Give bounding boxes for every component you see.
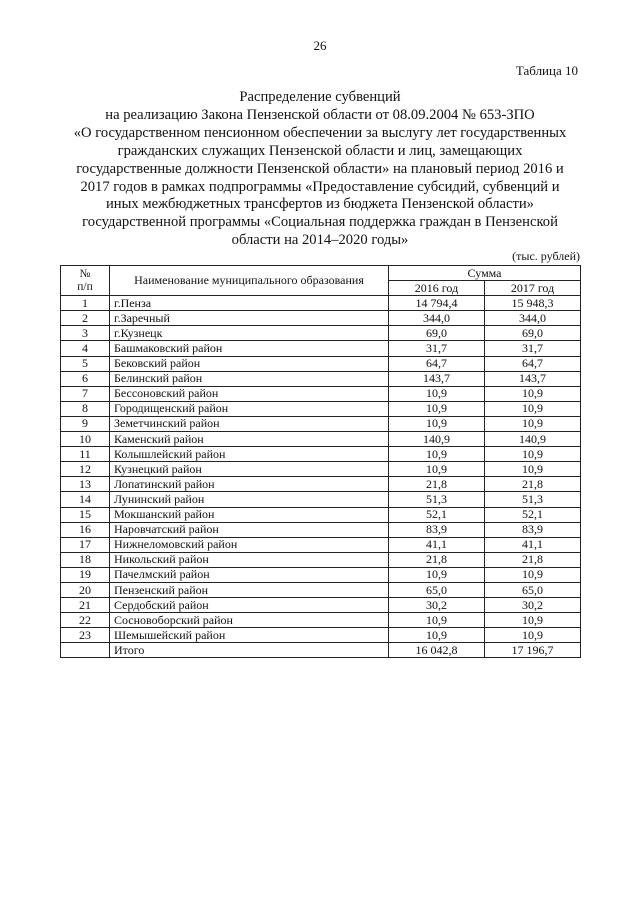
header-year-2016: 2016 год <box>389 281 485 296</box>
row-name: Лунинский район <box>110 492 389 507</box>
row-value-2016: 21,8 <box>389 477 485 492</box>
row-number: 9 <box>61 416 110 431</box>
table-row <box>61 311 581 326</box>
row-name: Белинский район <box>110 371 389 386</box>
row-number: 7 <box>61 386 110 401</box>
row-value-2017: 41,1 <box>485 537 581 552</box>
row-value-2017: 140,9 <box>485 432 581 447</box>
row-name: Пачелмский район <box>110 567 389 582</box>
row-name: г.Пенза <box>110 296 389 311</box>
row-value-2016: 10,9 <box>389 567 485 582</box>
row-name: Земетчинский район <box>110 416 389 431</box>
row-number: 22 <box>61 613 110 628</box>
row-name: Пензенский район <box>110 582 389 597</box>
row-value-2016: 65,0 <box>389 582 485 597</box>
row-name: Лопатинский район <box>110 477 389 492</box>
row-value-2017: 17 196,7 <box>485 643 581 658</box>
row-value-2016: 10,9 <box>389 628 485 643</box>
row-value-2016: 344,0 <box>389 311 485 326</box>
row-number <box>61 643 110 658</box>
row-name: Бессоновский район <box>110 386 389 401</box>
table-row <box>61 628 581 643</box>
row-number: 8 <box>61 401 110 416</box>
row-value-2017: 344,0 <box>485 311 581 326</box>
heading-line: «О государственном пенсионном обеспечении за выслугу лет государственных <box>73 124 567 141</box>
row-value-2017: 10,9 <box>485 462 581 477</box>
row-number: 17 <box>61 537 110 552</box>
row-value-2016: 64,7 <box>389 356 485 371</box>
table-row <box>61 326 581 341</box>
row-name: Сердобский район <box>110 598 389 613</box>
heading-line: государственные должности Пензенской области» на плановый период 2016 и <box>76 160 564 177</box>
row-number: 14 <box>61 492 110 507</box>
row-value-2016: 69,0 <box>389 326 485 341</box>
table-header-row <box>61 266 581 281</box>
row-name: Мокшанский район <box>110 507 389 522</box>
row-value-2017: 30,2 <box>485 598 581 613</box>
row-name: Сосновоборский район <box>110 613 389 628</box>
units-label: (тыс. рублей) <box>512 249 580 263</box>
row-value-2016: 14 794,4 <box>389 296 485 311</box>
row-name: Шемышейский район <box>110 628 389 643</box>
header-number-line2: п/п <box>77 280 93 293</box>
row-value-2017: 21,8 <box>485 477 581 492</box>
row-value-2017: 64,7 <box>485 356 581 371</box>
row-value-2017: 10,9 <box>485 567 581 582</box>
row-value-2017: 10,9 <box>485 386 581 401</box>
row-value-2017: 65,0 <box>485 582 581 597</box>
row-number: 1 <box>61 296 110 311</box>
document-heading <box>60 89 580 250</box>
row-name: Городищенский район <box>110 401 389 416</box>
row-value-2016: 10,9 <box>389 386 485 401</box>
heading-line: на реализацию Закона Пензенской области от 08.09.2004 № 653-ЗПО <box>105 106 535 123</box>
table-body <box>61 296 581 658</box>
row-value-2017: 10,9 <box>485 447 581 462</box>
row-value-2016: 52,1 <box>389 507 485 522</box>
table-row <box>61 447 581 462</box>
row-value-2017: 83,9 <box>485 522 581 537</box>
total-row <box>61 643 581 658</box>
row-name: Башмаковский район <box>110 341 389 356</box>
header-year-2017: 2017 год <box>485 281 581 296</box>
table-row <box>61 537 581 552</box>
heading-line: Распределение субвенций <box>239 89 401 105</box>
row-number: 19 <box>61 567 110 582</box>
row-value-2017: 10,9 <box>485 613 581 628</box>
table-row <box>61 492 581 507</box>
row-value-2016: 83,9 <box>389 522 485 537</box>
table-row <box>61 386 581 401</box>
row-value-2016: 10,9 <box>389 416 485 431</box>
row-number: 20 <box>61 582 110 597</box>
row-value-2017: 51,3 <box>485 492 581 507</box>
row-name: Нижнеломовский район <box>110 537 389 552</box>
table-row <box>61 522 581 537</box>
table-row <box>61 416 581 431</box>
row-value-2017: 31,7 <box>485 341 581 356</box>
row-name: Кузнецкий район <box>110 462 389 477</box>
row-value-2016: 21,8 <box>389 552 485 567</box>
row-value-2016: 41,1 <box>389 537 485 552</box>
row-value-2016: 10,9 <box>389 462 485 477</box>
row-name: г.Кузнецк <box>110 326 389 341</box>
row-value-2017: 15 948,3 <box>485 296 581 311</box>
row-number: 2 <box>61 311 110 326</box>
row-number: 12 <box>61 462 110 477</box>
table-row <box>61 296 581 311</box>
row-number: 13 <box>61 477 110 492</box>
row-name: Колышлейский район <box>110 447 389 462</box>
row-number: 6 <box>61 371 110 386</box>
subvention-table <box>60 265 581 658</box>
row-name: Бековский район <box>110 356 389 371</box>
table-row <box>61 507 581 522</box>
row-number: 23 <box>61 628 110 643</box>
row-value-2017: 143,7 <box>485 371 581 386</box>
heading-line: области на 2014–2020 годы» <box>231 232 409 249</box>
row-number: 10 <box>61 432 110 447</box>
row-value-2016: 140,9 <box>389 432 485 447</box>
header-number-line1: № <box>79 267 91 280</box>
table-label: Таблица 10 <box>515 63 578 78</box>
row-value-2017: 52,1 <box>485 507 581 522</box>
row-number: 15 <box>61 507 110 522</box>
heading-line: иных межбюджетных трансфертов из бюджета Пензенской области» <box>106 196 534 213</box>
header-number <box>61 266 110 296</box>
table-row <box>61 462 581 477</box>
row-value-2016: 16 042,8 <box>389 643 485 658</box>
row-number: 11 <box>61 447 110 462</box>
row-value-2017: 69,0 <box>485 326 581 341</box>
row-number: 21 <box>61 598 110 613</box>
table-row <box>61 401 581 416</box>
row-name: Наровчатский район <box>110 522 389 537</box>
row-value-2017: 10,9 <box>485 416 581 431</box>
header-name: Наименование муниципального образования <box>110 266 389 296</box>
row-number: 18 <box>61 552 110 567</box>
table-row <box>61 613 581 628</box>
table-row <box>61 432 581 447</box>
row-number: 4 <box>61 341 110 356</box>
row-name: Итого <box>110 643 389 658</box>
row-name: Каменский район <box>110 432 389 447</box>
row-value-2017: 10,9 <box>485 401 581 416</box>
row-value-2016: 10,9 <box>389 401 485 416</box>
row-value-2016: 30,2 <box>389 598 485 613</box>
table-row <box>61 552 581 567</box>
heading-line: государственной программы «Социальная поддержка граждан в Пензенской <box>82 214 558 231</box>
table-row <box>61 598 581 613</box>
row-value-2016: 51,3 <box>389 492 485 507</box>
row-value-2017: 10,9 <box>485 628 581 643</box>
table-row <box>61 341 581 356</box>
header-sum: Сумма <box>389 266 581 281</box>
table-row <box>61 582 581 597</box>
row-name: Никольский район <box>110 552 389 567</box>
row-value-2017: 21,8 <box>485 552 581 567</box>
row-number: 16 <box>61 522 110 537</box>
row-name: г.Заречный <box>110 311 389 326</box>
page-number: 26 <box>313 38 327 53</box>
row-value-2016: 31,7 <box>389 341 485 356</box>
table-row <box>61 356 581 371</box>
heading-line: 2017 годов в рамках подпрограммы «Предоставление субсидий, субвенций и <box>80 178 560 195</box>
table-row <box>61 567 581 582</box>
row-number: 3 <box>61 326 110 341</box>
row-value-2016: 10,9 <box>389 613 485 628</box>
heading-line: гражданских служащих Пензенской области и лиц, замещающих <box>117 142 523 159</box>
table-row <box>61 371 581 386</box>
row-value-2016: 10,9 <box>389 447 485 462</box>
row-value-2016: 143,7 <box>389 371 485 386</box>
row-number: 5 <box>61 356 110 371</box>
table-row <box>61 477 581 492</box>
